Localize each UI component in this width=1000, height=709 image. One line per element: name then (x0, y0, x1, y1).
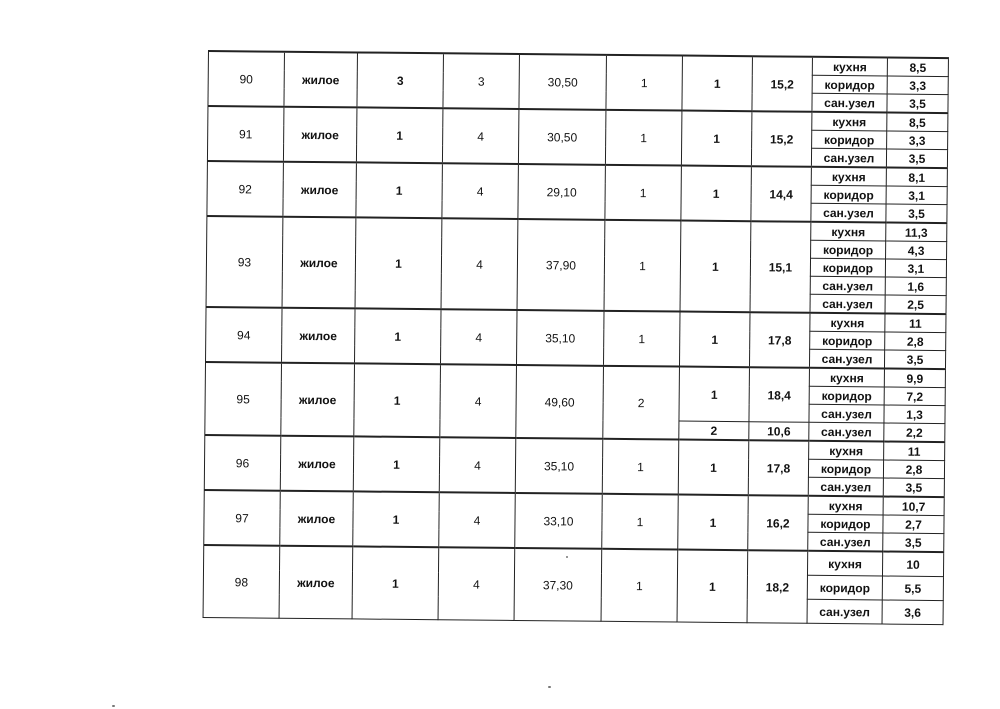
living-room-area-cell: 17,8 (749, 312, 810, 368)
aux-room-area-cell: 3,5 (883, 533, 944, 552)
aux-room-area-cell: 3,1 (885, 259, 946, 278)
aux-room-name-cell: коридор (807, 575, 882, 600)
premises-type-cell: жилое (284, 52, 358, 108)
aux-room-name-cell: кухня (809, 441, 884, 460)
apartment-number-cell: 91 (207, 106, 284, 162)
aux-room-area-cell: 3,5 (887, 94, 948, 113)
apartment-number-cell: 97 (204, 490, 281, 546)
floor-cell: 3 (443, 53, 520, 109)
section-cell: 1 (353, 491, 440, 547)
aux-room-area-cell: 3,5 (883, 478, 944, 497)
aux-room-area-cell: 3,5 (884, 350, 945, 369)
aux-room-name-cell: сан.узел (807, 599, 882, 624)
aux-room-name-cell: коридор (812, 130, 887, 149)
aux-room-area-cell: 10,7 (883, 497, 944, 516)
aux-room-name-cell: сан.узел (809, 422, 884, 441)
living-room-number-cell: 1 (677, 550, 748, 623)
total-area-cell: 30,50 (518, 109, 606, 165)
total-area-cell: 49,60 (516, 365, 604, 439)
living-room-number-cell: 1 (680, 221, 751, 313)
living-room-number-cell: 1 (681, 166, 752, 222)
living-room-area-cell: 15,2 (752, 56, 813, 112)
aux-room-name-cell: коридор (811, 185, 886, 204)
living-room-number-cell: 1 (679, 367, 750, 422)
total-area-cell: 35,10 (515, 438, 603, 494)
room-count-cell: 1 (602, 494, 679, 550)
apartment-number-cell: 98 (203, 545, 280, 618)
section-cell: 1 (352, 546, 439, 619)
living-room-number-cell: 2 (679, 421, 749, 440)
aux-room-name-cell: кухня (807, 551, 882, 576)
aux-room-area-cell: 2,2 (884, 423, 945, 442)
total-area-cell: 37,30 (514, 548, 602, 621)
aux-room-area-cell: 11 (885, 314, 946, 333)
living-room-number-cell: 1 (678, 495, 749, 551)
aux-room-area-cell: 5,5 (882, 576, 943, 601)
aux-room-name-cell: коридор (809, 386, 884, 405)
aux-room-area-cell: 4,3 (886, 241, 947, 260)
aux-room-name-cell: сан.узел (809, 349, 884, 368)
section-cell: 1 (353, 436, 440, 492)
scan-speck (112, 705, 115, 707)
aux-room-name-cell: коридор (808, 459, 883, 478)
living-room-area-cell: 16,2 (748, 495, 809, 551)
aux-room-name-cell: сан.узел (809, 404, 884, 423)
aux-room-name-cell: коридор (810, 331, 885, 350)
living-room-number-cell: 1 (678, 440, 749, 496)
apartments-table (203, 50, 949, 625)
aux-room-area-cell: 8,5 (887, 113, 948, 132)
aux-room-name-cell: кухня (809, 368, 884, 387)
section-cell: 1 (354, 363, 441, 437)
aux-room-area-cell: 3,3 (887, 131, 948, 150)
living-room-area-cell: 15,1 (750, 221, 811, 313)
aux-room-name-cell: кухня (811, 167, 886, 186)
section-cell: 1 (356, 162, 443, 218)
room-count-cell: 1 (605, 165, 682, 221)
room-count-cell: 1 (604, 220, 681, 312)
floor-cell: 4 (440, 309, 517, 365)
aux-room-area-cell: 2,8 (883, 460, 944, 479)
premises-type-cell: жилое (282, 217, 356, 309)
aux-room-name-cell: сан.узел (808, 477, 883, 496)
living-room-area-cell: 17,8 (748, 440, 809, 496)
aux-room-name-cell: сан.узел (810, 276, 885, 295)
apartment-number-cell: 92 (207, 161, 284, 217)
aux-room-name-cell: кухня (811, 222, 886, 241)
floor-cell: 4 (441, 218, 518, 310)
aux-room-area-cell: 7,2 (884, 387, 945, 406)
aux-room-name-cell: кухня (812, 57, 887, 76)
aux-room-name-cell: коридор (812, 75, 887, 94)
total-area-cell: 29,10 (518, 164, 606, 220)
scan-speck (566, 556, 568, 558)
scan-speck (548, 686, 551, 688)
section-cell: 1 (355, 217, 442, 309)
aux-room-area-cell: 8,5 (887, 58, 948, 77)
living-room-area-cell: 15,2 (751, 111, 812, 167)
aux-room-name-cell: коридор (808, 514, 883, 533)
premises-type-cell: жилое (280, 491, 354, 547)
living-room-number-cell: 1 (682, 56, 753, 112)
living-room-area-cell: 14,4 (751, 166, 812, 222)
aux-room-name-cell: кухня (810, 313, 885, 332)
section-cell: 3 (357, 52, 444, 108)
table-row (208, 51, 948, 77)
aux-room-area-cell: 3,5 (886, 149, 947, 168)
apartment-number-cell: 93 (206, 216, 283, 308)
aux-room-name-cell: коридор (811, 240, 886, 259)
floor-cell: 4 (439, 492, 516, 548)
premises-type-cell: жилое (283, 162, 357, 218)
room-count-cell: 1 (602, 439, 679, 495)
total-area-cell: 37,90 (517, 219, 605, 311)
floor-cell: 4 (442, 163, 519, 219)
floor-cell: 4 (439, 437, 516, 493)
aux-room-area-cell: 3,1 (886, 186, 947, 205)
floor-cell: 4 (442, 108, 519, 164)
apartment-number-cell: 90 (208, 51, 285, 107)
premises-type-cell: жилое (280, 436, 354, 492)
aux-room-name-cell: сан.узел (811, 148, 886, 167)
aux-room-area-cell: 2,7 (883, 515, 944, 534)
living-room-number-cell: 1 (679, 312, 750, 368)
premises-type-cell: жилое (281, 363, 355, 437)
aux-room-area-cell: 8,1 (886, 168, 947, 187)
aux-room-area-cell: 11,3 (886, 223, 947, 242)
room-count-cell: 1 (605, 110, 682, 166)
aux-room-area-cell: 3,3 (887, 76, 948, 95)
apartment-number-cell: 96 (204, 435, 281, 491)
aux-room-area-cell: 2,5 (885, 295, 946, 314)
aux-room-area-cell: 3,6 (882, 600, 943, 625)
aux-room-area-cell: 10 (882, 551, 943, 576)
aux-room-name-cell: кухня (808, 496, 883, 515)
section-cell: 1 (356, 107, 443, 163)
aux-room-area-cell: 3,5 (886, 204, 947, 223)
room-count-cell: 1 (603, 311, 680, 367)
floor-cell: 4 (440, 364, 517, 438)
aux-room-name-cell: сан.узел (810, 294, 885, 313)
aux-room-name-cell: коридор (810, 258, 885, 277)
total-area-cell: 35,10 (516, 310, 604, 366)
section-cell: 1 (354, 308, 441, 364)
living-room-area-cell: 10,6 (749, 422, 809, 441)
room-count-cell: 1 (601, 549, 678, 622)
living-room-number-cell: 1 (681, 111, 752, 167)
living-room-area-cell: 18,4 (749, 367, 810, 422)
aux-room-name-cell: сан.узел (808, 532, 883, 551)
aux-room-area-cell: 11 (884, 442, 945, 461)
aux-room-area-cell: 9,9 (884, 369, 945, 388)
total-area-cell: 30,50 (519, 54, 607, 110)
premises-type-cell: жилое (282, 308, 356, 364)
aux-room-name-cell: сан.узел (812, 93, 887, 112)
aux-room-area-cell: 2,8 (885, 332, 946, 351)
apartment-number-cell: 95 (205, 362, 282, 436)
floor-cell: 4 (438, 547, 515, 620)
living-room-area-cell: 18,2 (747, 550, 808, 623)
premises-type-cell: жилое (283, 107, 357, 163)
aux-room-area-cell: 1,6 (885, 277, 946, 296)
apartment-number-cell: 94 (206, 307, 283, 363)
aux-room-name-cell: сан.узел (811, 203, 886, 222)
total-area-cell: 33,10 (515, 493, 603, 549)
premises-type-cell: жилое (279, 546, 353, 619)
room-count-cell: 2 (603, 366, 680, 440)
aux-room-area-cell: 1,3 (884, 405, 945, 424)
room-count-cell: 1 (606, 55, 683, 111)
aux-room-name-cell: кухня (812, 112, 887, 131)
document-page (202, 50, 948, 639)
